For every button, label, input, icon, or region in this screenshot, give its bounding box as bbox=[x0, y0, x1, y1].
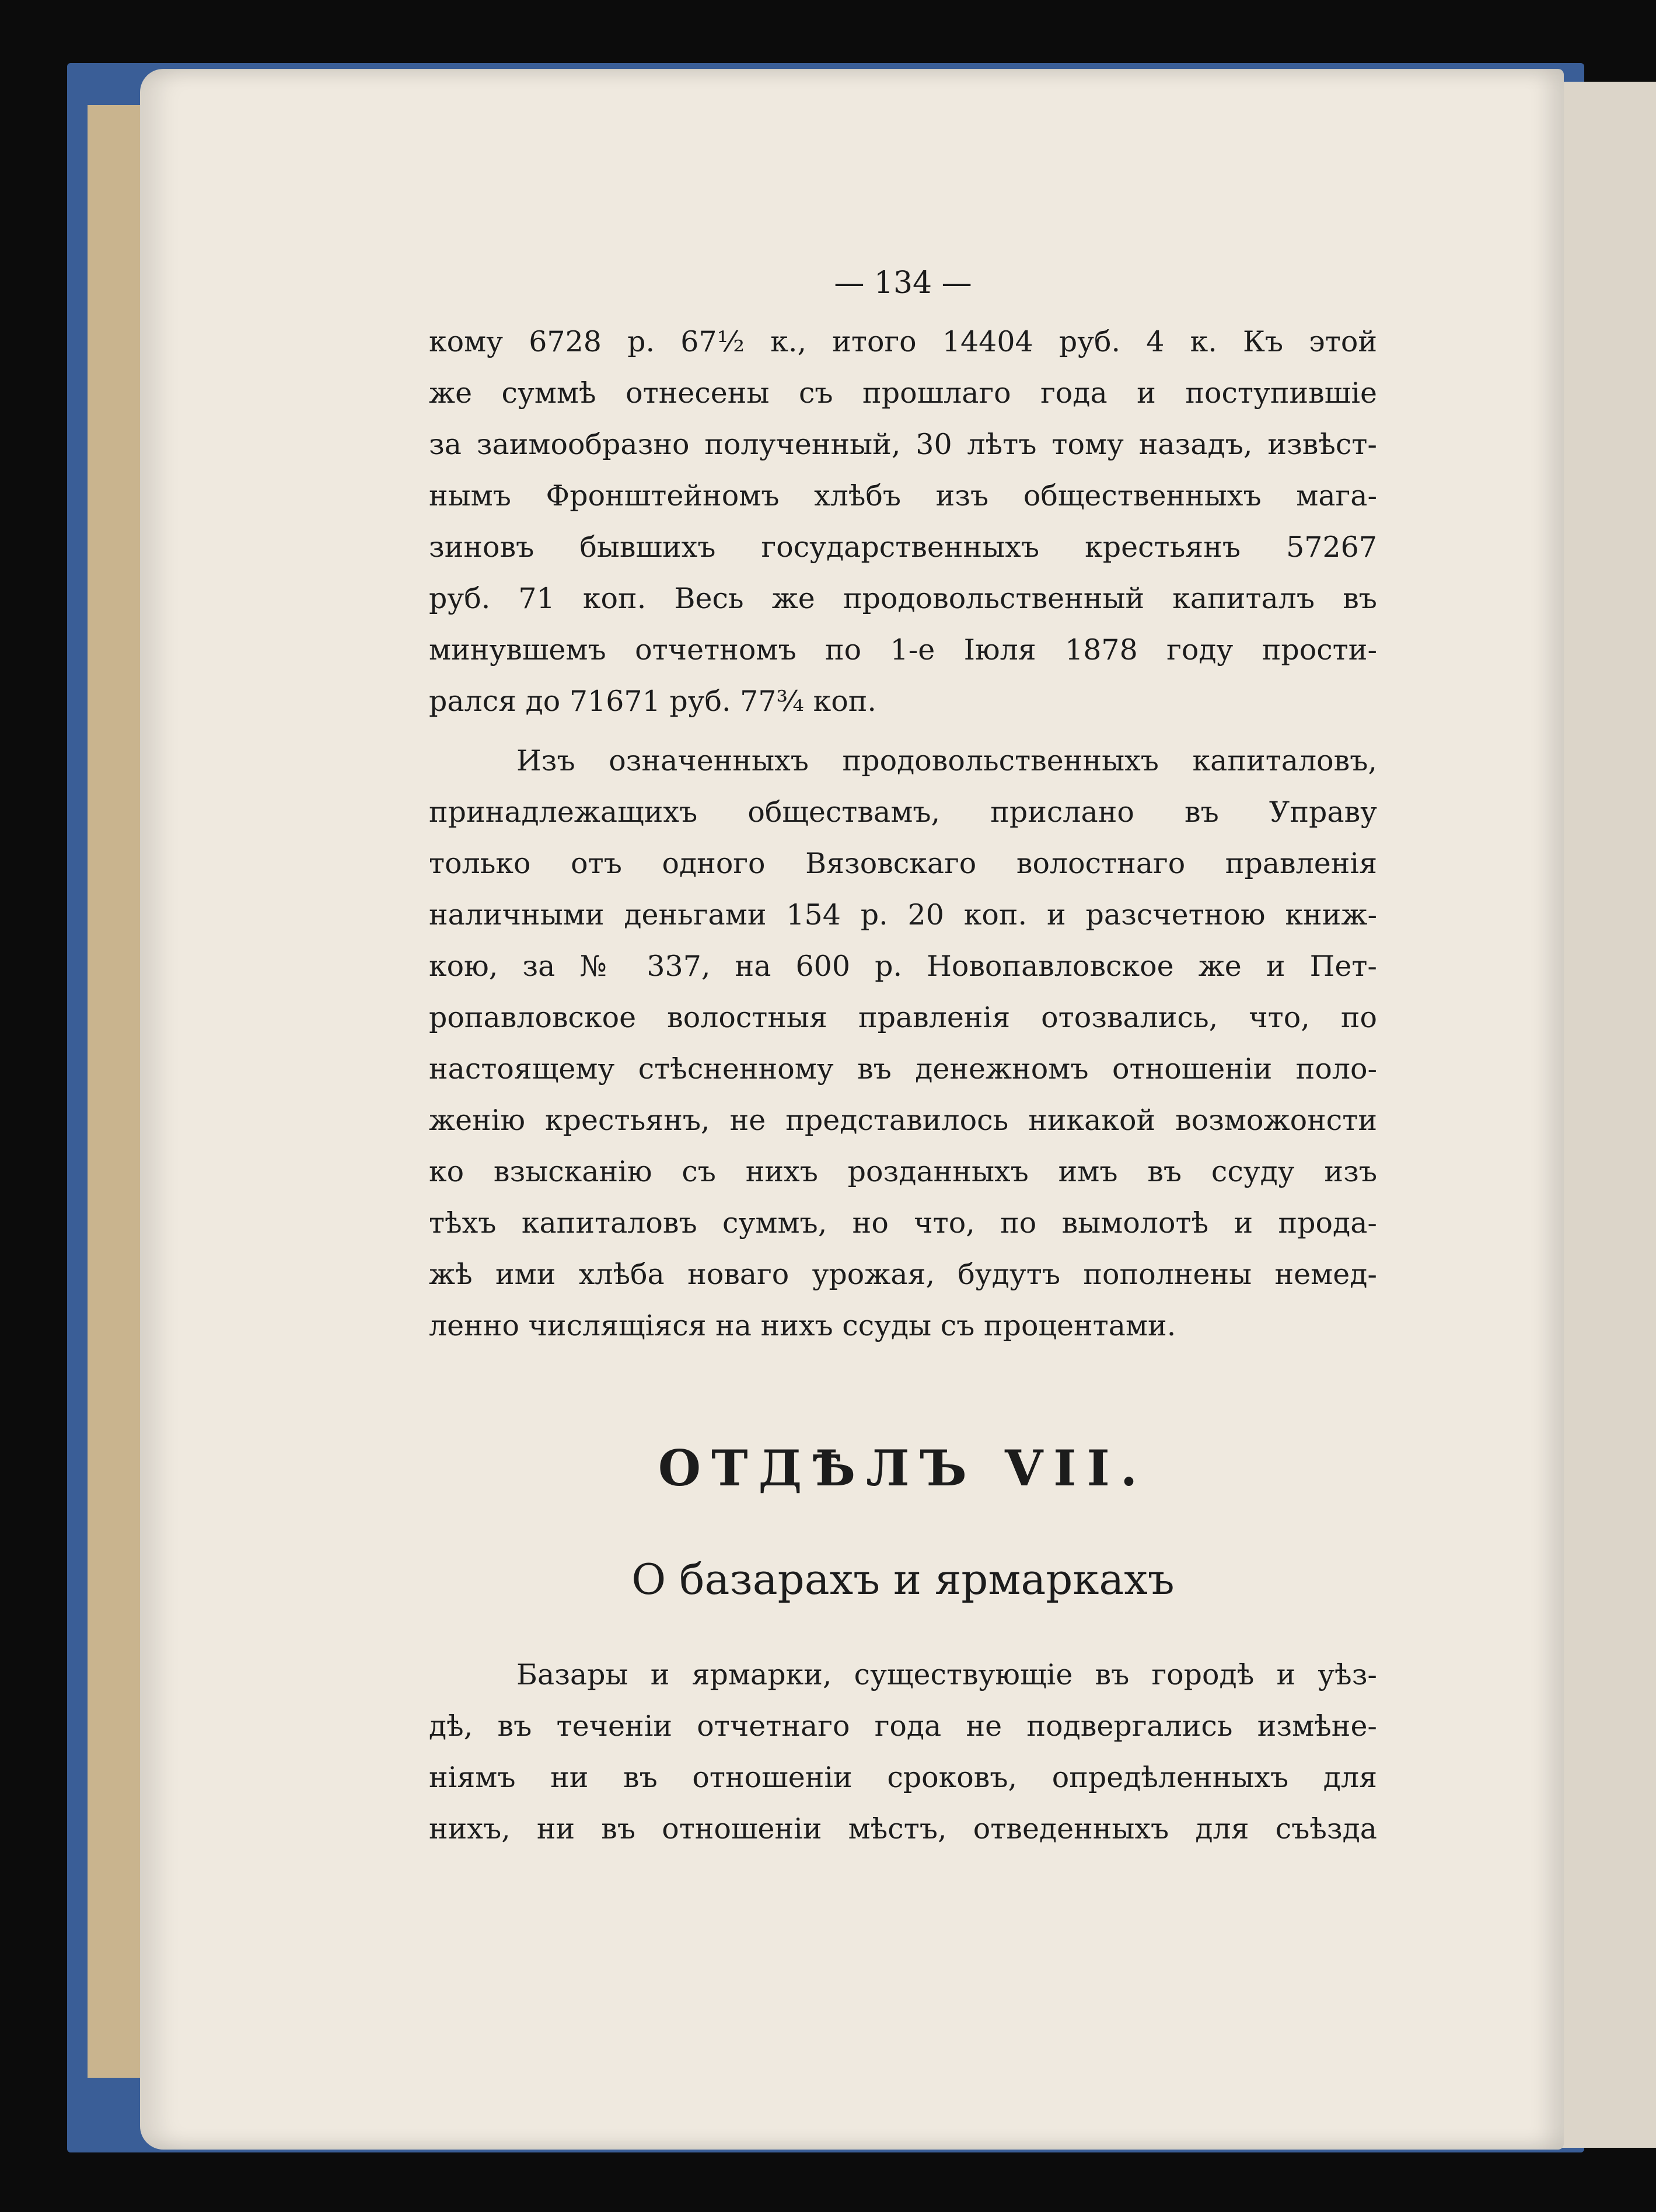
paragraph-3 bbox=[429, 1649, 1377, 1855]
text-line: кому 6728 р. 67½ к., итого 14404 руб. 4 к. Къ этой bbox=[429, 325, 1377, 358]
text-line: рался до 71671 руб. 77¾ коп. bbox=[429, 685, 876, 718]
text-line: дѣ, въ теченіи отчетнаго года не подвергались измѣне- bbox=[429, 1709, 1377, 1743]
paragraph-gap bbox=[429, 727, 1377, 735]
text-line: ко взысканію съ нихъ розданныхъ имъ въ ссуду изъ bbox=[429, 1155, 1377, 1188]
paragraph-1 bbox=[429, 316, 1377, 727]
text-line: принадлежащихъ обществамъ, прислано въ Управу bbox=[429, 796, 1377, 829]
page-text bbox=[429, 257, 1377, 1855]
next-page-edge bbox=[1555, 82, 1656, 2148]
text-line: ленно числящіяся на нихъ ссуды съ процентами. bbox=[429, 1309, 1176, 1342]
text-line: нихъ, ни въ отношеніи мѣстъ, отведенныхъ для съѣзда bbox=[429, 1812, 1377, 1845]
text-line: кою, за № 337, на 600 р. Новопавловское же и Пет- bbox=[429, 950, 1377, 983]
text-line: только отъ одного Вязовскаго волостнаго правленія bbox=[429, 847, 1377, 880]
text-line: руб. 71 коп. Весь же продовольственный капиталъ въ bbox=[429, 582, 1377, 615]
text-line: за заимообразно полученный, 30 лѣтъ тому назадъ, извѣст- bbox=[429, 428, 1377, 461]
text-line: нымъ Фронштейномъ хлѣбъ изъ общественныхъ мага- bbox=[429, 479, 1377, 512]
text-line: зиновъ бывшихъ государственныхъ крестьянъ 57267 bbox=[429, 531, 1377, 564]
text-line: жѣ ими хлѣба новаго урожая, будутъ пополнены немед- bbox=[429, 1258, 1377, 1291]
text-line: ніямъ ни въ отношеніи сроковъ, опредѣленныхъ для bbox=[429, 1761, 1377, 1794]
text-line: Базары и ярмарки, существующіе въ городѣ и уѣз- bbox=[516, 1658, 1377, 1691]
text-line: тѣхъ капиталовъ суммъ, но что, по вымолотѣ и прода- bbox=[429, 1206, 1377, 1240]
section-title: ОТДѢЛЪ VII. bbox=[658, 1439, 1148, 1497]
text-line: настоящему стѣсненному въ денежномъ отношеніи поло- bbox=[429, 1052, 1377, 1086]
paragraph-2 bbox=[429, 735, 1377, 1352]
text-line: же суммѣ отнесены съ прошлаго года и поступившіе bbox=[429, 376, 1377, 410]
text-line: наличными деньгами 154 р. 20 коп. и разсчетною книж- bbox=[429, 898, 1377, 931]
text-line: ропавловское волостныя правленія отозвались, что, по bbox=[429, 1001, 1377, 1034]
text-line: Изъ означенныхъ продовольственныхъ капиталовъ, bbox=[516, 744, 1377, 777]
text-line: минувшемъ отчетномъ по 1-е Іюля 1878 году прости- bbox=[429, 633, 1377, 667]
page-number: — 134 — bbox=[834, 266, 972, 301]
text-line: женію крестьянъ, не представилось никакой возможонсти bbox=[429, 1104, 1377, 1137]
subsection-title: О базарахъ и ярмаркахъ bbox=[631, 1555, 1175, 1604]
